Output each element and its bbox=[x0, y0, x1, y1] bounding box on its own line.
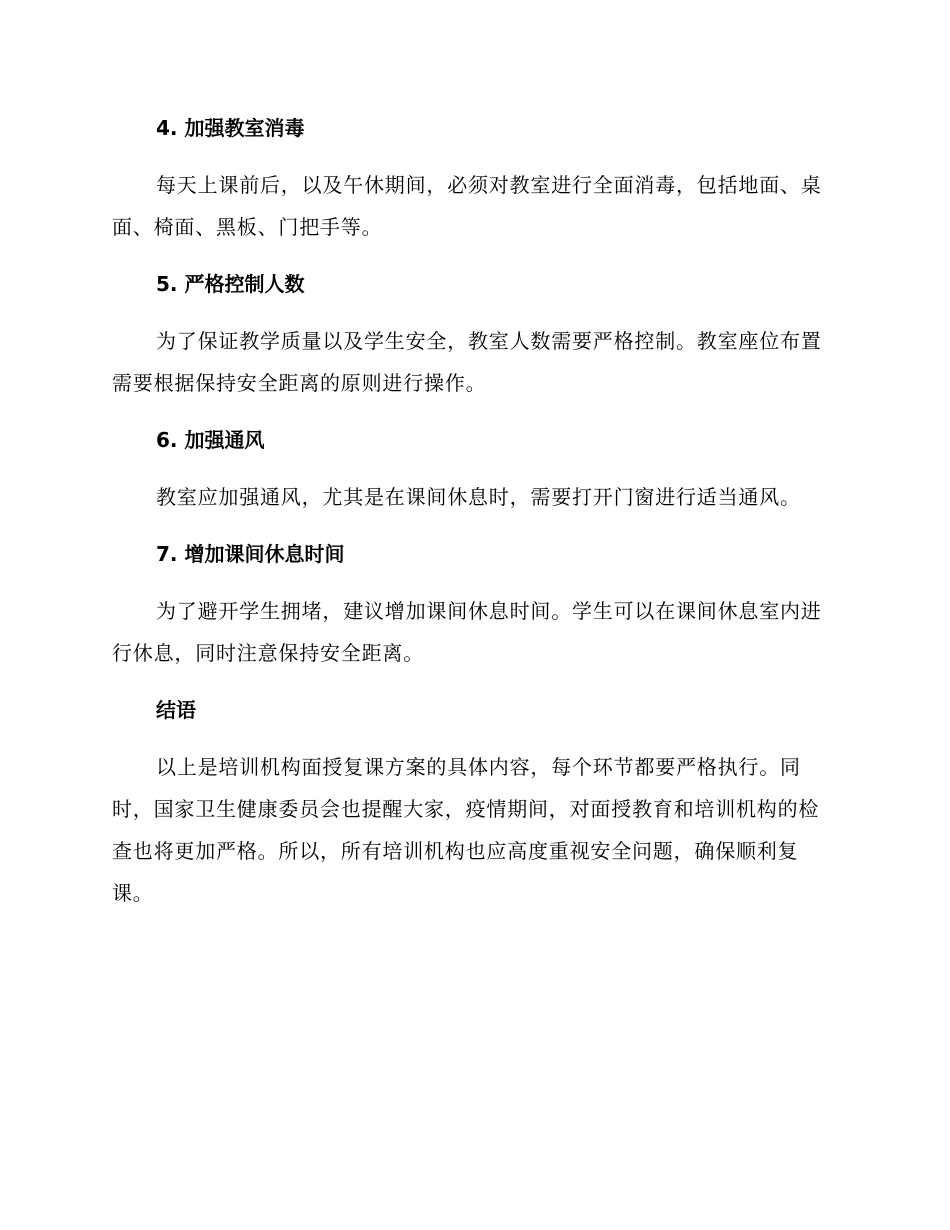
section-conclusion bbox=[112, 693, 832, 914]
section-paragraph: 为了保证教学质量以及学生安全，教室人数需要严格控制。教室座位布置需要根据保持安全距离的原则进行操作。 bbox=[112, 329, 822, 395]
section-break-time bbox=[112, 537, 832, 693]
section-paragraph: 为了避开学生拥堵，建议增加课间休息时间。学生可以在课间休息室内进行休息，同时注意保持安全距离。 bbox=[112, 599, 822, 665]
section-heading: 4. 加强教室消毒 bbox=[156, 116, 305, 140]
section-paragraph: 每天上课前后，以及午休期间，必须对教室进行全面消毒，包括地面、桌面、椅面、黑板、门把手等。 bbox=[112, 173, 822, 239]
section-paragraph: 以上是培训机构面授复课方案的具体内容，每个环节都要严格执行。同时，国家卫生健康委员会也提醒大家，疫情期间，对面授教育和培训机构的检查也将更加严格。所以，所有培训机构也应高度重视安全问题，确保顺利复课。 bbox=[112, 755, 820, 905]
section-heading: 6. 加强通风 bbox=[156, 428, 265, 452]
document-body bbox=[112, 111, 832, 914]
section-ventilation bbox=[112, 423, 832, 537]
section-headcount bbox=[112, 267, 832, 423]
section-heading: 结语 bbox=[156, 698, 196, 722]
section-heading: 7. 增加课间休息时间 bbox=[156, 542, 345, 566]
section-heading: 5. 严格控制人数 bbox=[156, 272, 305, 296]
section-paragraph: 教室应加强通风，尤其是在课间休息时，需要打开门窗进行适当通风。 bbox=[156, 485, 801, 509]
section-disinfection bbox=[112, 111, 832, 267]
